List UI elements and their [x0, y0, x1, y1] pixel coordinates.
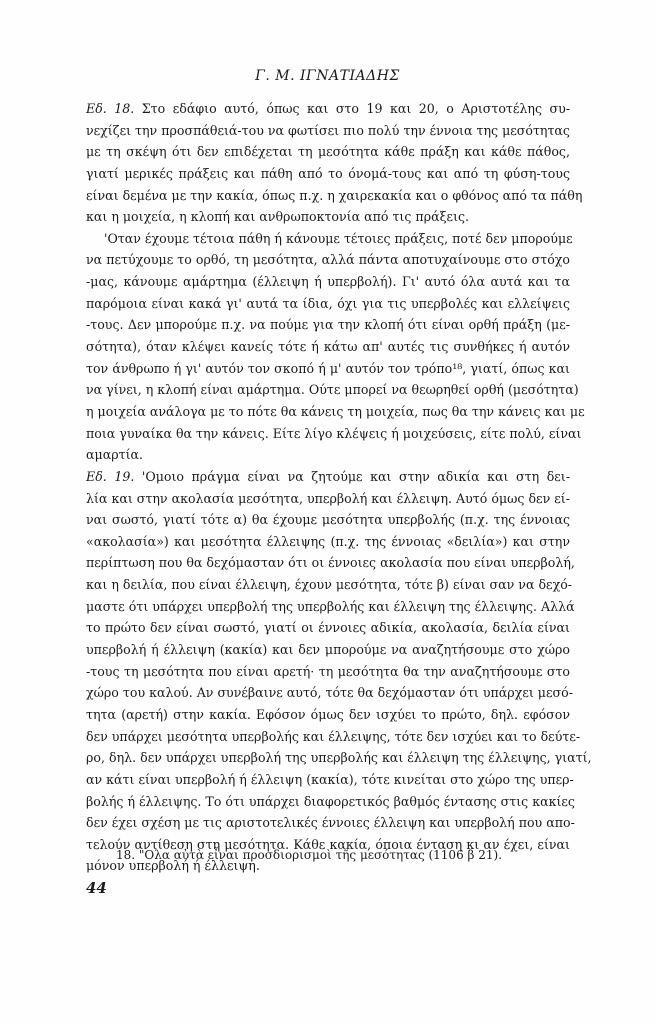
text-line	[86, 249, 570, 271]
text-line	[86, 466, 570, 488]
line-text: παρόμοια είναι κακά γι' αυτά τα ίδια, όχι για τις υπερβολές και ελλείψεις	[86, 295, 570, 311]
line-text: λία και στην ακολασία μεσότητα, υπερβολή και έλλειψη. Αυτό όμως δεν εί-	[86, 490, 570, 506]
line-text: υπερβολή ή έλλειψη (κακία) και δεν μπορούμε να αναζητήσουμε στο χώρο	[86, 642, 570, 658]
text-line	[86, 293, 570, 315]
line-text: το πρώτο δεν είναι σωστό, γιατί οι έννοιες αδικία, ακολασία, δειλία είναι	[86, 620, 570, 636]
line-text: σότητα), όταν κλέψει κανείς τότε ή κάτω απ' αυτές τις συνθήκες ή αυτόν	[86, 339, 570, 355]
text-line	[86, 185, 583, 207]
line-text: 'Οταν έχουμε τέτοια πάθη ή κάνουμε τέτοιες πράξεις, ποτέ δεν μπορούμε	[104, 230, 573, 246]
text-line	[86, 596, 575, 618]
line-text: και η δειλία, που είναι έλλειψη, έχουν μεσότητα, τότε β) είναι σαν να δεχό-	[86, 577, 573, 593]
text-line	[86, 314, 570, 336]
line-text: ποια γυναίκα θα την κάνεις. Είτε λίγο κλέψεις ή μοιχεύσεις, είτε πολύ, είναι	[86, 425, 582, 441]
line-text: αν κάτι είναι υπερβολή ή έλλειψη (κακία), τότε κινείται στο χώρο της υπερ-	[86, 771, 574, 787]
text-line	[86, 358, 570, 380]
text-line	[86, 271, 570, 293]
line-text: γιατί μερικές πράξεις και πάθη από το όνομά-τους και από τη φύση-τους	[86, 165, 570, 181]
text-line	[86, 639, 570, 661]
line-text: -μας, κάνουμε αμάρτημα (έλλειψη ή υπερβολή). Γι' αυτό όλα αυτά και τα	[86, 274, 570, 290]
line-text: η μοιχεία ανάλογα με το πότε θα κάνεις τη μοιχεία, πως θα την κάνεις και με	[86, 403, 585, 419]
line-text: 'Ομοιο πράγμα είναι να ζητούμε και στην αδικία και στη δει-	[134, 468, 571, 484]
line-text: τελούν αντίθεση στη μεσότητα. Κάθε κακία, όποια ένταση κι αν έχει, είναι	[86, 836, 570, 852]
text-line	[86, 98, 570, 120]
text-line	[86, 812, 575, 834]
line-text: μαστε ότι υπάρχει υπερβολή της υπερβολής και έλλειψη της έλλειψης. Αλλά	[86, 598, 575, 614]
line-text: -τους. Δεν μπορούμε π.χ. να πούμε για την κλοπή ότι είναι ορθή πράξη (με-	[86, 317, 570, 333]
body-text	[86, 98, 592, 877]
text-line	[86, 509, 570, 531]
line-text: βολής ή έλλειψης. Το ότι υπάρχει διαφορετικός βαθμός έντασης στις κακίες	[86, 793, 575, 809]
line-text: ρο, δηλ. δεν υπάρχει υπερβολή της υπερβολής και έλλειψη της έλλειψης, γιατί,	[86, 750, 592, 766]
section-marker: Εδ. 19.	[86, 468, 135, 484]
text-line	[86, 726, 581, 748]
running-head: Γ. Μ. ΙΓΝΑΤΙΑΔΗΣ	[255, 68, 400, 84]
page-number: 44	[86, 879, 107, 897]
text-line	[86, 163, 570, 185]
text-line	[86, 574, 573, 596]
text-line	[86, 401, 585, 423]
line-text: χώρο του καλού. Αν συνέβαινε αυτό, τότε θα δεχόμασταν ότι υπάρχει μεσό-	[86, 685, 573, 701]
line-text: περίπτωση που θα δεχόμασταν ότι οι έννοιες ακολασία που είναι υπερβολή,	[86, 555, 575, 571]
text-line	[86, 488, 570, 510]
text-line	[86, 531, 570, 553]
section-marker: Εδ. 18.	[86, 101, 135, 116]
line-text: είναι δεμένα με την κακία, όπως π.χ. η χαιρεκακία και ο φθόνος από τα πάθη	[86, 187, 583, 203]
text-line	[86, 444, 570, 466]
line-text: τον άνθρωπο ή γι' αυτόν τον σκοπό ή μ' αυτόν τον τρόπο¹⁸, γιατί, όπως και	[86, 360, 570, 376]
text-line	[86, 423, 582, 445]
line-text: δεν έχει σχέση με τις αριστοτελικές έννοιες έλλειψη και υπερβολή που απο-	[86, 815, 575, 831]
line-text: μόνον υπερβολή ή έλλειψη.	[86, 858, 260, 874]
text-line	[86, 617, 570, 639]
text-line	[86, 704, 570, 726]
text-line	[86, 682, 573, 704]
text-line	[86, 228, 573, 250]
text-line	[86, 206, 570, 228]
text-line	[86, 120, 570, 142]
text-line	[86, 747, 592, 769]
text-line	[86, 661, 570, 683]
text-line	[86, 552, 575, 574]
line-text: και η μοιχεία, η κλοπή και ανθρωποκτονία από τις πράξεις.	[86, 209, 470, 225]
line-text: -τους τη μεσότητα που είναι αρετή· τη μεσότητα θα την αναζητήσουμε στο	[86, 663, 570, 679]
line-text: να γίνει, η κλοπή είναι αμάρτημα. Ούτε μπορεί να θεωρηθεί ορθή (μεσότητα)	[86, 382, 579, 398]
text-line	[86, 379, 579, 401]
text-line	[86, 791, 575, 813]
line-text: «ακολασία») και μεσότητα έλλειψης (π.χ. της έννοιας «δειλία») και στην	[86, 533, 570, 549]
line-text: αμαρτία.	[86, 447, 144, 463]
line-text: ναι σωστό, γιατί τότε α) θα έχουμε μεσότητα υπερβολής (π.χ. της έννοιας	[86, 512, 570, 528]
line-text: με τη σκέψη ότι δεν επιδέχεται τη μεσότητα κάθε πράξη και κάθε πάθος,	[86, 144, 570, 160]
footnote: 18. "Ολα αὐτὰ εἶναι προσδιορισμοὶ τῆς μεσότητας (1106 β 21).	[116, 848, 503, 862]
line-text: να πετύχουμε το ορθό, τη μεσότητα, αλλά πάντα αποτυχαίνουμε στο στόχο	[86, 252, 570, 268]
text-line	[86, 141, 570, 163]
text-line	[86, 769, 574, 791]
line-text: δεν υπάρχει μεσότητα υπερβολής και έλλειψης, τότε δεν ισχύει και το δεύτε-	[86, 728, 581, 744]
line-text: τητα (αρετή) στην κακία. Εφόσον όμως δεν ισχύει το πρώτο, δηλ. εφόσον	[86, 706, 570, 722]
line-text: Στο εδάφιο αυτό, όπως και στο 19 και 20, ο Αριστοτέλης συ-	[134, 101, 571, 116]
line-text: νεχίζει την προσπάθειά-του να φωτίσει πιο πολύ την έννοια της μεσότητας	[86, 122, 570, 138]
text-line	[86, 336, 570, 358]
